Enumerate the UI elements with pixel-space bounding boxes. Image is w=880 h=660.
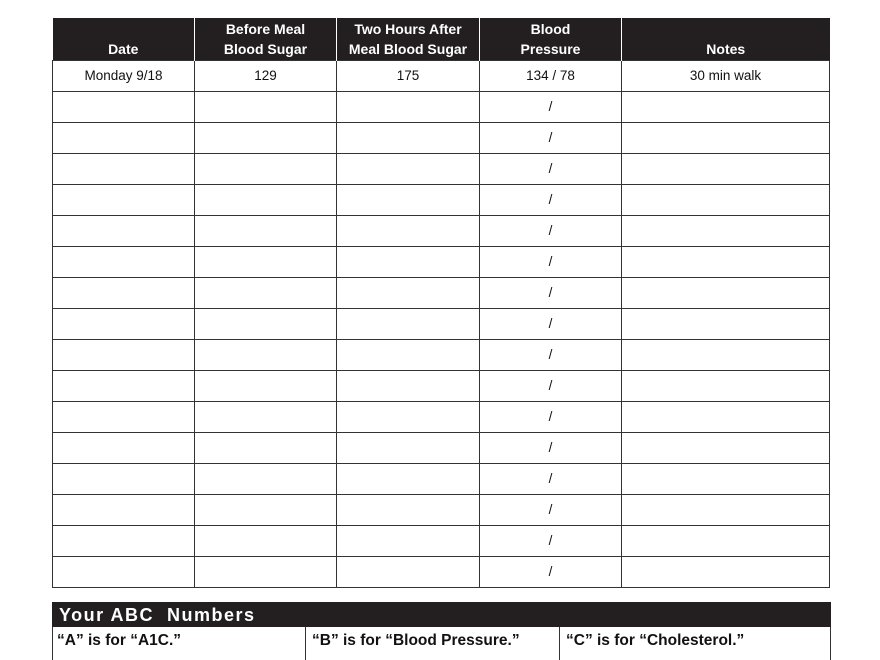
cell-before-meal-blood-sugar[interactable] [195,308,337,339]
cell-notes[interactable] [622,370,830,401]
cell-before-meal-blood-sugar[interactable] [195,184,337,215]
cell-date[interactable] [53,556,195,587]
header-notes: Notes [622,18,830,60]
cell-blood-pressure[interactable]: / [480,494,622,525]
table-row [53,432,830,463]
table-row [53,91,830,122]
cell-date[interactable] [53,463,195,494]
cell-date[interactable] [53,246,195,277]
cell-after-meal-blood-sugar[interactable] [337,432,480,463]
abc-b-label: “B” is for “Blood Pressure.” [306,627,560,660]
cell-notes[interactable] [622,153,830,184]
cell-notes[interactable] [622,91,830,122]
cell-date[interactable] [53,525,195,556]
cell-date[interactable] [53,494,195,525]
table-row [53,60,830,91]
cell-date[interactable] [53,370,195,401]
cell-notes[interactable] [622,246,830,277]
cell-notes[interactable] [622,122,830,153]
cell-blood-pressure[interactable]: / [480,91,622,122]
table-row [53,339,830,370]
cell-before-meal-blood-sugar[interactable] [195,556,337,587]
cell-date[interactable] [53,308,195,339]
table-row [53,184,830,215]
table-row [53,556,830,587]
cell-before-meal-blood-sugar[interactable] [195,122,337,153]
header-after-meal-blood-sugar: Two Hours After Meal Blood Sugar [337,18,480,60]
cell-before-meal-blood-sugar[interactable] [195,246,337,277]
table-row [53,277,830,308]
cell-after-meal-blood-sugar[interactable] [337,339,480,370]
cell-before-meal-blood-sugar[interactable] [195,525,337,556]
cell-before-meal-blood-sugar[interactable] [195,432,337,463]
cell-notes[interactable] [622,401,830,432]
cell-notes[interactable]: 30 min walk [622,60,830,91]
cell-date[interactable] [53,277,195,308]
cell-blood-pressure[interactable]: / [480,556,622,587]
cell-after-meal-blood-sugar[interactable] [337,463,480,494]
cell-after-meal-blood-sugar[interactable] [337,246,480,277]
cell-blood-pressure[interactable]: 134 / 78 [480,60,622,91]
cell-after-meal-blood-sugar[interactable]: 175 [337,60,480,91]
cell-after-meal-blood-sugar[interactable] [337,401,480,432]
cell-date[interactable] [53,153,195,184]
cell-blood-pressure[interactable]: / [480,401,622,432]
cell-before-meal-blood-sugar[interactable] [195,370,337,401]
table-row [53,463,830,494]
cell-before-meal-blood-sugar[interactable] [195,339,337,370]
cell-after-meal-blood-sugar[interactable] [337,184,480,215]
cell-after-meal-blood-sugar[interactable] [337,215,480,246]
cell-after-meal-blood-sugar[interactable] [337,370,480,401]
cell-blood-pressure[interactable]: / [480,246,622,277]
table-row [53,122,830,153]
cell-after-meal-blood-sugar[interactable] [337,556,480,587]
cell-after-meal-blood-sugar[interactable] [337,153,480,184]
cell-before-meal-blood-sugar[interactable] [195,215,337,246]
cell-before-meal-blood-sugar[interactable] [195,153,337,184]
cell-before-meal-blood-sugar[interactable] [195,91,337,122]
cell-before-meal-blood-sugar[interactable] [195,401,337,432]
cell-notes[interactable] [622,463,830,494]
table-row [53,401,830,432]
cell-notes[interactable] [622,432,830,463]
table-row [53,370,830,401]
cell-notes[interactable] [622,556,830,587]
cell-blood-pressure[interactable]: / [480,277,622,308]
cell-notes[interactable] [622,494,830,525]
abc-numbers-title: Your ABC Numbers [52,602,831,627]
header-before-meal-blood-sugar: Before Meal Blood Sugar [195,18,337,60]
header-date: Date [53,18,195,60]
cell-before-meal-blood-sugar[interactable] [195,494,337,525]
cell-blood-pressure[interactable]: / [480,184,622,215]
cell-notes[interactable] [622,339,830,370]
cell-after-meal-blood-sugar[interactable] [337,91,480,122]
cell-date[interactable] [53,432,195,463]
cell-blood-pressure[interactable]: / [480,122,622,153]
cell-before-meal-blood-sugar[interactable] [195,277,337,308]
table-row [53,308,830,339]
table-row [53,494,830,525]
cell-date[interactable] [53,215,195,246]
cell-after-meal-blood-sugar[interactable] [337,525,480,556]
cell-before-meal-blood-sugar[interactable]: 129 [195,60,337,91]
cell-date[interactable] [53,184,195,215]
cell-after-meal-blood-sugar[interactable] [337,122,480,153]
cell-notes[interactable] [622,277,830,308]
cell-date[interactable] [53,401,195,432]
cell-blood-pressure[interactable]: / [480,432,622,463]
cell-blood-pressure[interactable]: / [480,370,622,401]
table-row [53,215,830,246]
cell-after-meal-blood-sugar[interactable] [337,277,480,308]
abc-labels-row [52,627,831,660]
cell-notes[interactable] [622,215,830,246]
table-row [53,246,830,277]
cell-notes[interactable] [622,308,830,339]
cell-notes[interactable] [622,525,830,556]
abc-c-label: “C” is for “Cholesterol.” [560,627,831,660]
cell-blood-pressure[interactable]: / [480,339,622,370]
table-row [53,153,830,184]
cell-blood-pressure[interactable]: / [480,215,622,246]
cell-before-meal-blood-sugar[interactable] [195,463,337,494]
cell-date[interactable] [53,339,195,370]
cell-blood-pressure[interactable]: / [480,463,622,494]
cell-date[interactable] [53,91,195,122]
cell-after-meal-blood-sugar[interactable] [337,308,480,339]
blood-sugar-log-table [52,18,830,588]
cell-notes[interactable] [622,184,830,215]
cell-date[interactable]: Monday 9/18 [53,60,195,91]
cell-blood-pressure[interactable]: / [480,308,622,339]
table-header-row [53,18,830,60]
abc-numbers-panel [52,602,831,660]
abc-a-label: “A” is for “A1C.” [53,627,306,660]
table-row [53,525,830,556]
header-blood-pressure: Blood Pressure [480,18,622,60]
cell-after-meal-blood-sugar[interactable] [337,494,480,525]
cell-date[interactable] [53,122,195,153]
cell-blood-pressure[interactable]: / [480,153,622,184]
cell-blood-pressure[interactable]: / [480,525,622,556]
